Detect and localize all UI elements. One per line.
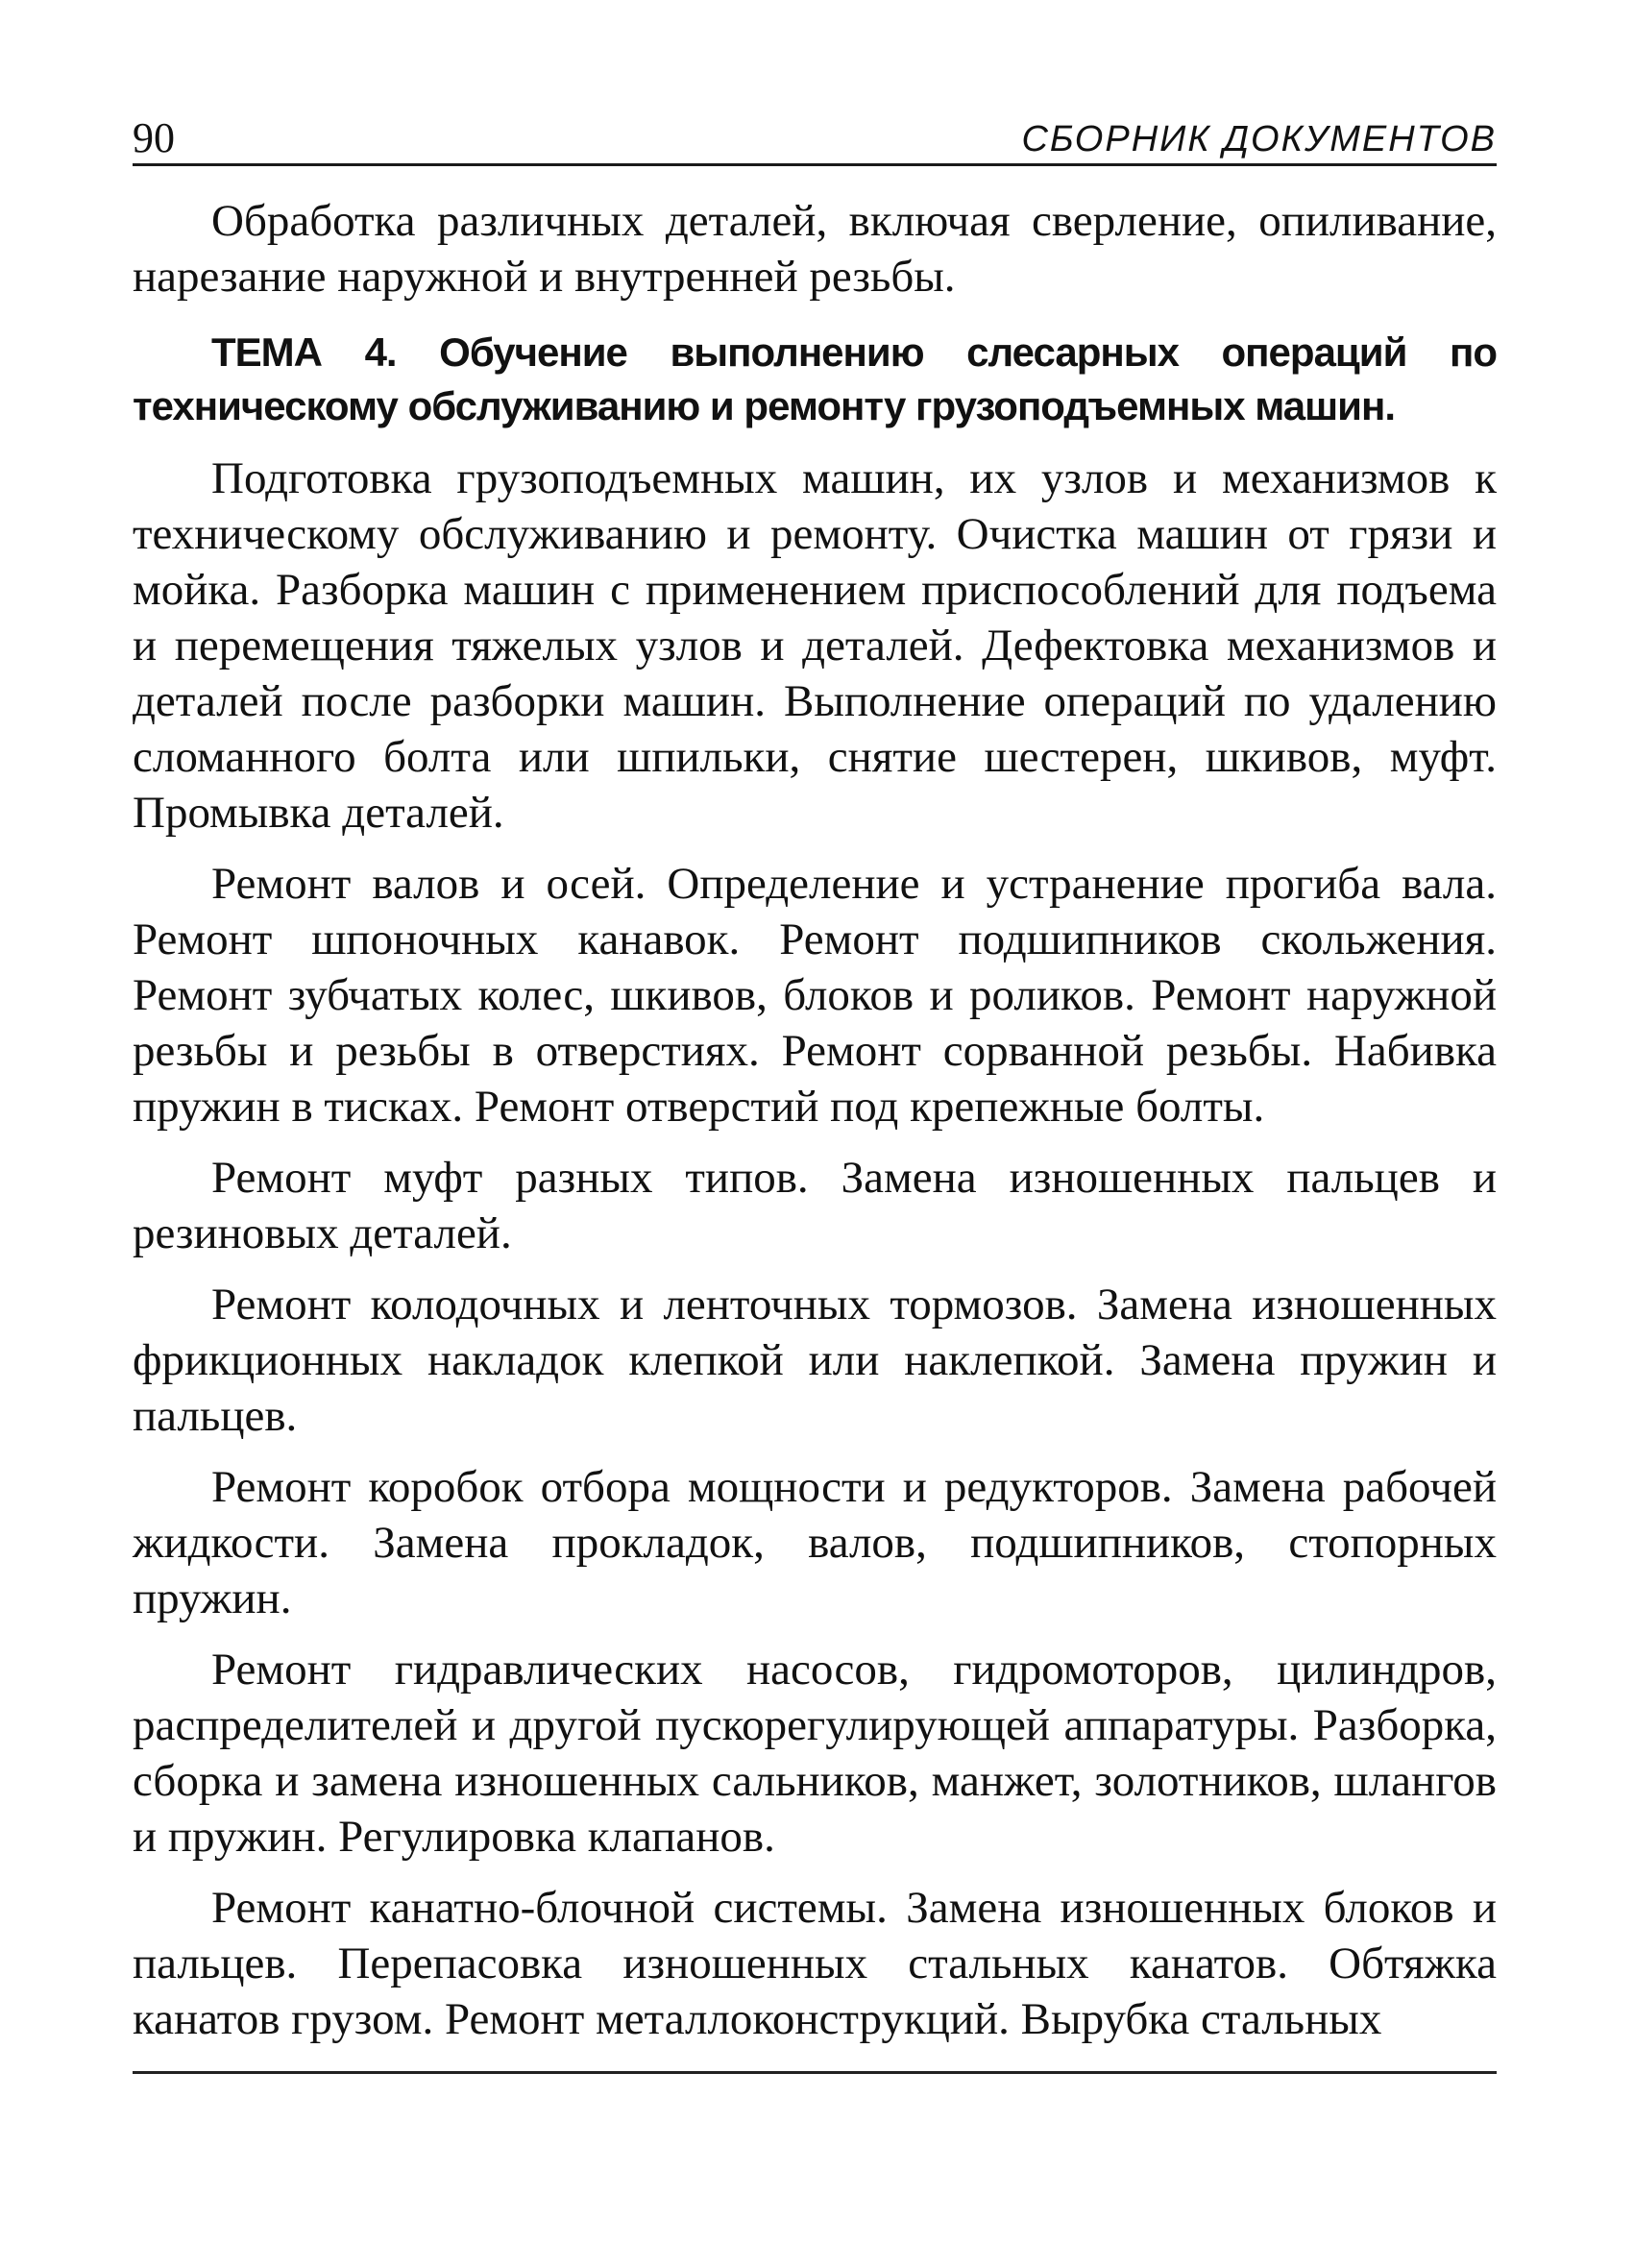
- book-title: СБОРНИК ДОКУМЕНТОВ: [1021, 119, 1497, 159]
- paragraph-hydraulics: Ремонт гидравлических насосов, гидромоторов, цилиндров, распределителей и другой пускорегулирующей аппаратуры. Разборка, сборка и замена изношенных сальников, манжет, золотников, шлангов и пружин. Регулировка клапанов.: [133, 1645, 1497, 1862]
- paragraph-shafts: Ремонт валов и осей. Определение и устранение прогиба вала. Ремонт шпоночных канавок. Ремонт подшипников скольжения. Ремонт зубчатых колес, шкивов, блоков и роликов. Ремонт наружной резьбы и резьбы в отверстиях. Ремонт сорванной резьбы. Набивка пружин в тисках. Ремонт отверстий под крепежные болты.: [133, 859, 1497, 1132]
- paragraph-brakes: Ремонт колодочных и ленточных тормозов. Замена изношенных фрикционных накладок клепкой или наклепкой. Замена пружин и пальцев.: [133, 1280, 1497, 1441]
- paragraph-couplings: Ремонт муфт разных типов. Замена изношенных пальцев и резиновых деталей.: [133, 1153, 1497, 1258]
- topic-heading: ТЕМА 4. Обучение выполнению слесарных операций по техническому обслуживанию и ремонту грузоподъемных машин.: [133, 329, 1497, 428]
- paragraph-preparation: Подготовка грузоподъемных машин, их узлов и механизмов к техническому обслуживанию и ремонту. Очистка машин от грязи и мойка. Разборка машин с применением приспособлений для подъема и перемещения тяжелых узлов и деталей. Дефектовка механизмов и деталей после разборки машин. Выполнение операций по удалению сломанного болта или шпильки, снятие шестерен, шкивов, муфт. Промывка деталей.: [133, 453, 1497, 838]
- document-page: [133, 108, 1497, 2062]
- paragraph-gearboxes: Ремонт коробок отбора мощности и редукторов. Замена рабочей жидкости. Замена прокладок, валов, подшипников, стопорных пружин.: [133, 1462, 1497, 1623]
- paragraph-rope-system: Ремонт канатно-блочной системы. Замена изношенных блоков и пальцев. Перепасовка изношенных стальных канатов. Обтяжка канатов грузом. Ремонт металлоконструкций. Вырубка стальных: [133, 1883, 1497, 2044]
- body-text: [133, 193, 1497, 2047]
- running-header: [133, 108, 1497, 166]
- footer-rule: [133, 2071, 1497, 2074]
- page-number: 90: [133, 114, 175, 161]
- intro-paragraph: Обработка различных деталей, включая сверление, опиливание, нарезание наружной и внутренней резьбы.: [133, 196, 1497, 302]
